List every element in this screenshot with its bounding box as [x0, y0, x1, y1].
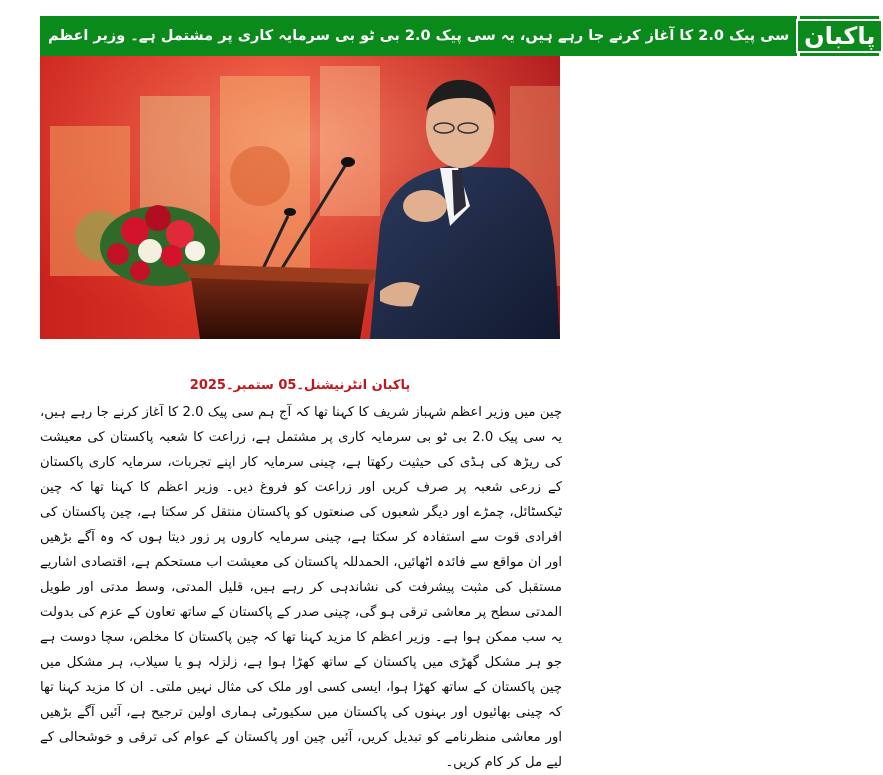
brand-name: پاکبان	[796, 19, 883, 53]
news-photo	[40, 56, 560, 339]
brand-logo	[797, 16, 879, 56]
headline-bar	[40, 16, 876, 56]
dateline: پاکبان انٹرنیشنل۔05 ستمبر۔2025	[189, 378, 411, 393]
headline-text: سی پیک 2.0 کا آغاز کرنے جا رہے ہیں، یہ سی پیک 2.0 بی ٹو بی سرمایہ کاری پر مشتمل ہے۔ وزیر اعظم	[40, 16, 797, 56]
article-body	[40, 400, 562, 775]
article-paragraph: چین میں وزیر اعظم شہباز شریف کا کہنا تھا کہ آج ہم سی پیک 2.0 کا آغاز کرنے جا رہے ہیں، یہ سی پیک 2.0 بی ٹو بی سرمایہ کاری پر مشتمل ہے، زراعت کا شعبہ پاکستان کی معیشت کی ریڑھ کی ہڈی کی حیثیت رکھتا ہے، چینی سرمایہ کار اپنے تجربات، سرمایہ کاری پاکستان کے زرعی شعبہ پر صرف کریں اور زراعت کو فروغ دیں۔ وزیر اعظم کا کہنا تھا کہ چین ٹیکسٹائل، چمڑے اور دیگر شعبوں کی صنعتوں کو پاکستان منتقل کر سکتا ہے، چین پاکستان کی افرادی قوت سے استفادہ کر سکتا ہے، چینی سرمایہ کاروں پر زور دیتا ہوں کہ وہ آگے بڑھیں اور ان مواقع سے فائدہ اٹھائیں، الحمدللہ پاکستان کی معیشت اب مستحکم ہے، اقتصادی اشاریے مستقبل کی مثبت پیشرفت کی نشاندہی کر رہے ہیں، قلیل المدتی، وسط مدتی اور طویل المدتی سطح پر معاشی ترقی ہو گی، چینی صدر کے پاکستان کے ساتھ تعاون کے عزم کی بدولت یہ سب ممکن ہوا ہے۔ وزیر اعظم کا مزید کہنا تھا کہ چین پاکستان کا مخلص، سچا دوست ہے جو ہر مشکل گھڑی میں پاکستان کے ساتھ کھڑا ہوا ہے، زلزلہ ہو یا سیلاب، ہر مشکل میں چین پاکستان کے ساتھ کھڑا ہوا، ایسی کسی اور ملک کی مثال نہیں ملتی۔ ان کا مزید کہنا تھا کہ چینی بھائیوں اور بہنوں کی پاکستان میں سکیورٹی ہماری اولین ترجیح ہے، آئیں آگے بڑھیں اور معاشی منظرنامے کو تبدیل کریں، آئیں چین اور پاکستان کے عوام کی ترقی و خوشحالی کے لیے مل کر کام کریں۔	[40, 405, 562, 770]
